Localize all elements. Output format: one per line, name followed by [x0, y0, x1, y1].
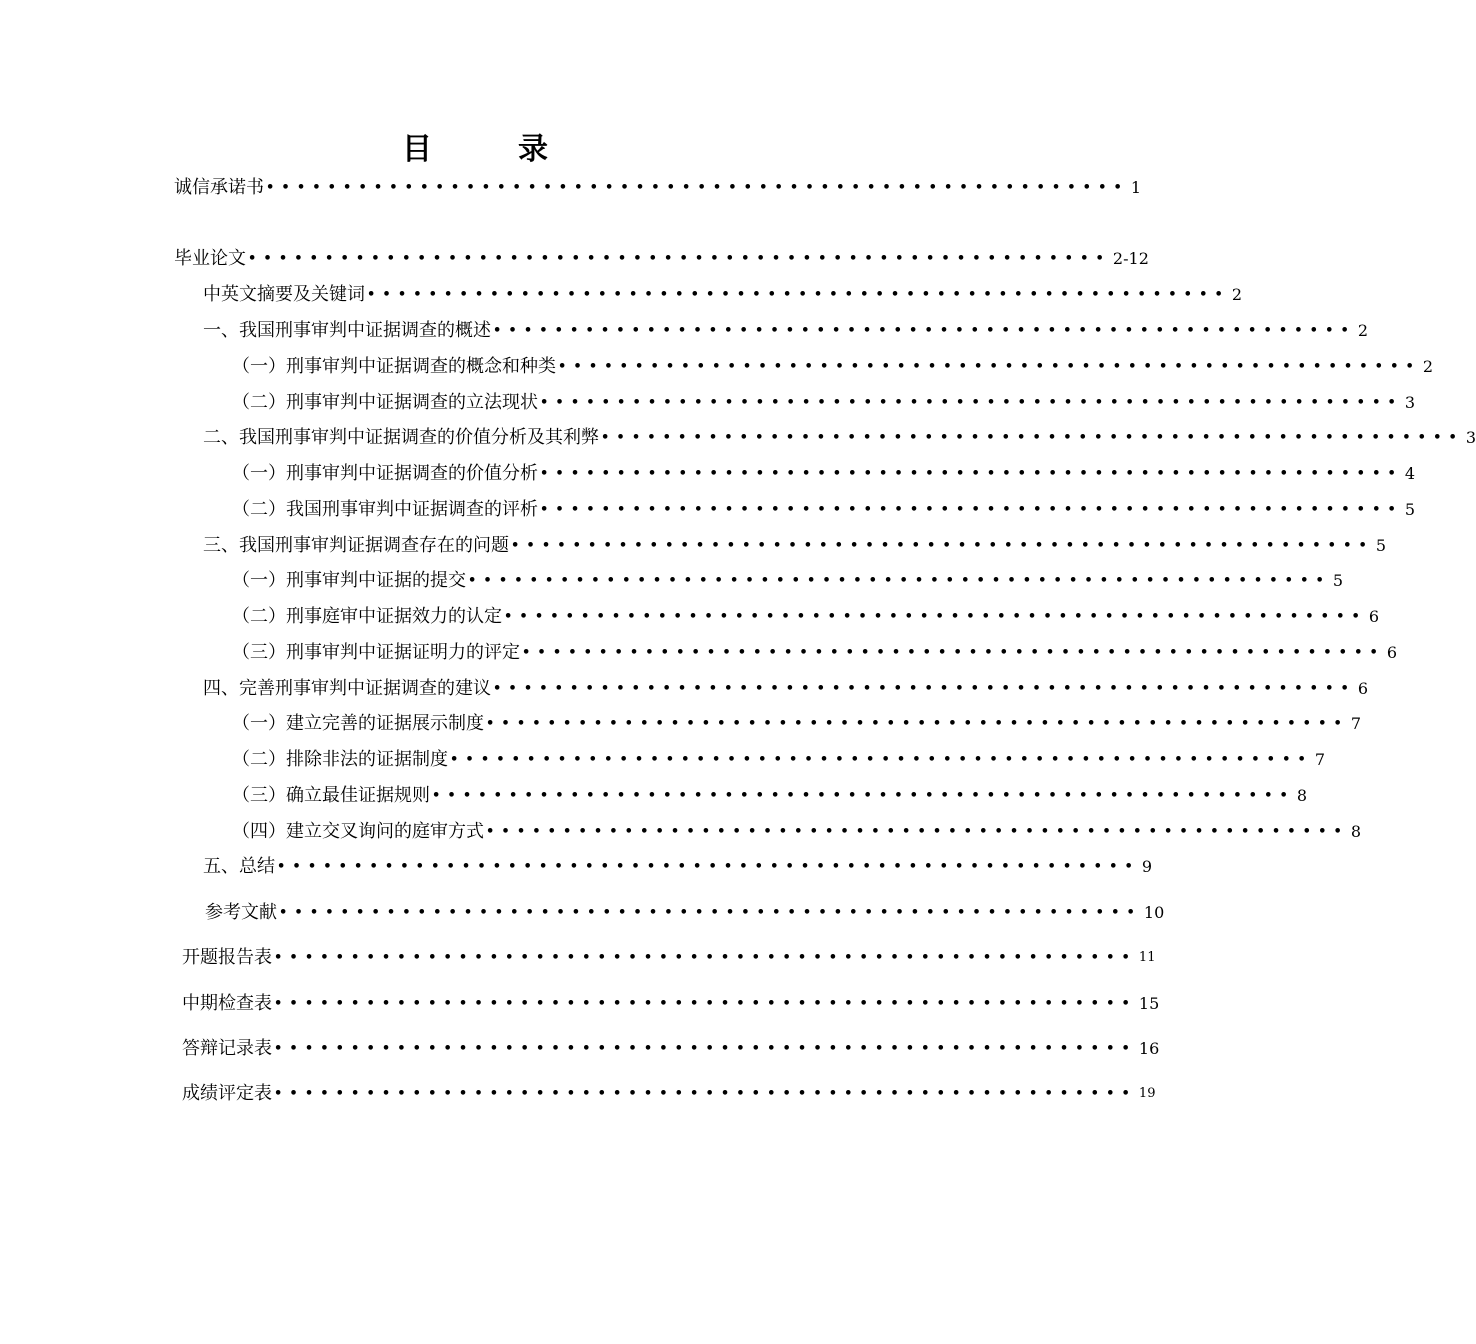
toc-entry-page: 19 — [1138, 1086, 1156, 1101]
toc-entry-label: （三）确立最佳证据规则 — [232, 785, 430, 806]
toc-entry[interactable] — [203, 317, 1369, 345]
toc-entry-page: 6 — [1368, 607, 1380, 626]
dot-leader: •••••••••••••••••••••••••••••••••••••••••••••••••••••••• — [432, 788, 1295, 803]
dot-leader: •••••••••••••••••••••••••••••••••••••••••••••••••••••••• — [274, 996, 1137, 1011]
toc-entry-label: （二）排除非法的证据制度 — [232, 749, 448, 770]
toc-entry-page: 6 — [1357, 679, 1369, 698]
dot-leader: •••••••••••••••••••••••••••••••••••••••••••••••••••••••• — [493, 681, 1356, 696]
dot-leader: •••••••••••••••••••••••••••••••••••••••••••••••••••••••• — [274, 1086, 1137, 1101]
toc-entry-label: 参考文献 — [205, 902, 277, 923]
toc-entry-page: 16 — [1138, 1039, 1160, 1058]
toc-entry-page: 5 — [1332, 571, 1344, 590]
toc-entry-label: 五、总结 — [203, 856, 275, 877]
dot-leader: •••••••••••••••••••••••••••••••••••••••••••••••••••••••• — [274, 1041, 1137, 1056]
toc-entry-label: （二）我国刑事审判中证据调查的评析 — [232, 499, 538, 520]
toc-entry-label: （二）刑事庭审中证据效力的认定 — [232, 606, 502, 627]
dot-leader: •••••••••••••••••••••••••••••••••••••••••••••••••••••••• — [248, 251, 1111, 266]
toc-entry-label: 毕业论文 — [174, 248, 246, 269]
toc-entry[interactable] — [232, 782, 1308, 810]
toc-entry-label: 二、我国刑事审判中证据调查的价值分析及其利弊 — [203, 427, 599, 448]
toc-entry-page: 8 — [1350, 822, 1362, 841]
toc-entry-page: 15 — [1138, 994, 1160, 1013]
toc-entry-label: 成绩评定表 — [182, 1083, 272, 1104]
toc-entry-page: 3 — [1465, 428, 1476, 447]
dot-leader: •••••••••••••••••••••••••••••••••••••••••••••••••••••••• — [601, 430, 1464, 445]
toc-entry-page: 1 — [1130, 178, 1142, 197]
dot-leader: •••••••••••••••••••••••••••••••••••••••••••••••••••••••• — [540, 466, 1403, 481]
dot-leader: •••••••••••••••••••••••••••••••••••••••••••••••••••••••• — [540, 502, 1403, 517]
toc-entry-label: （一）刑事审判中证据调查的概念和种类 — [232, 356, 556, 377]
dot-leader: •••••••••••••••••••••••••••••••••••••••••••••••••••••••• — [367, 287, 1230, 302]
toc-entry-page: 11 — [1138, 950, 1156, 965]
toc-entry-label: （四）建立交叉询问的庭审方式 — [232, 821, 484, 842]
toc-entry-page: 2 — [1422, 357, 1434, 376]
toc-entry[interactable] — [182, 944, 1156, 972]
toc-entry[interactable] — [203, 853, 1153, 881]
toc-entry-page: 7 — [1350, 714, 1362, 733]
toc-entry[interactable] — [232, 567, 1344, 595]
toc-entry[interactable] — [182, 1080, 1156, 1108]
toc-entry-label: 中期检查表 — [182, 993, 272, 1014]
toc-entry[interactable] — [203, 675, 1369, 703]
dot-leader: •••••••••••••••••••••••••••••••••••••••••••••••••••••••• — [486, 716, 1349, 731]
dot-leader: •••••••••••••••••••••••••••••••••••••••••••••••••••••••• — [504, 609, 1367, 624]
toc-entry-label: （一）建立完善的证据展示制度 — [232, 713, 484, 734]
toc-entry[interactable] — [232, 496, 1416, 524]
toc-entry[interactable] — [232, 603, 1380, 631]
toc-entry-label: （三）刑事审判中证据证明力的评定 — [232, 642, 520, 663]
toc-entry-page: 3 — [1404, 393, 1416, 412]
dot-leader: •••••••••••••••••••••••••••••••••••••••••••••••••••••••• — [277, 859, 1140, 874]
toc-entry-page: 5 — [1375, 536, 1387, 555]
dot-leader: •••••••••••••••••••••••••••••••••••••••••••••••••••••••• — [558, 359, 1421, 374]
toc-entry[interactable] — [203, 281, 1243, 309]
toc-entry[interactable] — [232, 639, 1398, 667]
toc-entry[interactable] — [205, 899, 1165, 927]
toc-entry-page: 2 — [1357, 321, 1369, 340]
toc-entry-page: 8 — [1296, 786, 1308, 805]
toc-title: 目 录 — [402, 132, 576, 167]
toc-entry-label: （一）刑事审判中证据的提交 — [232, 570, 466, 591]
dot-leader: •••••••••••••••••••••••••••••••••••••••••••••••••••••••• — [450, 752, 1313, 767]
toc-entry-page: 9 — [1141, 857, 1153, 876]
toc-entry[interactable] — [174, 174, 1142, 202]
toc-entry-label: 一、我国刑事审判中证据调查的概述 — [203, 320, 491, 341]
toc-entry-page: 10 — [1143, 903, 1165, 922]
toc-entry-label: 四、完善刑事审判中证据调查的建议 — [203, 678, 491, 699]
dot-leader: •••••••••••••••••••••••••••••••••••••••••••••••••••••••• — [468, 573, 1331, 588]
toc-entry[interactable] — [203, 424, 1476, 452]
toc-entry[interactable] — [203, 532, 1387, 560]
dot-leader: •••••••••••••••••••••••••••••••••••••••••••••••••••••••• — [279, 905, 1142, 920]
toc-entry[interactable] — [174, 245, 1149, 273]
dot-leader: •••••••••••••••••••••••••••••••••••••••••••••••••••••••• — [540, 395, 1403, 410]
toc-entry-page: 2 — [1231, 285, 1243, 304]
dot-leader: •••••••••••••••••••••••••••••••••••••••••••••••••••••••• — [266, 180, 1129, 195]
toc-entry-label: （一）刑事审判中证据调查的价值分析 — [232, 463, 538, 484]
toc-entry-page: 5 — [1404, 500, 1416, 519]
toc-entry[interactable] — [182, 990, 1160, 1018]
toc-entry-label: 诚信承诺书 — [174, 177, 264, 198]
toc-entry-label: （二）刑事审判中证据调查的立法现状 — [232, 392, 538, 413]
dot-leader: •••••••••••••••••••••••••••••••••••••••••••••••••••••••• — [486, 824, 1349, 839]
toc-entry-label: 三、我国刑事审判证据调查存在的问题 — [203, 535, 509, 556]
toc-entry-page: 2-12 — [1112, 249, 1149, 268]
dot-leader: •••••••••••••••••••••••••••••••••••••••••••••••••••••••• — [511, 538, 1374, 553]
toc-entry[interactable] — [232, 460, 1416, 488]
toc-entry[interactable] — [232, 389, 1416, 417]
dot-leader: •••••••••••••••••••••••••••••••••••••••••••••••••••••••• — [274, 950, 1137, 965]
toc-entry[interactable] — [232, 710, 1362, 738]
toc-entry[interactable] — [232, 818, 1362, 846]
toc-entry-label: 答辩记录表 — [182, 1038, 272, 1059]
toc-entry[interactable] — [232, 746, 1326, 774]
toc-entry[interactable] — [232, 353, 1434, 381]
toc-entry-page: 4 — [1404, 464, 1416, 483]
toc-entry-label: 开题报告表 — [182, 947, 272, 968]
toc-entry-label: 中英文摘要及关键词 — [203, 284, 365, 305]
toc-entry[interactable] — [182, 1035, 1160, 1063]
toc-entry-page: 7 — [1314, 750, 1326, 769]
dot-leader: •••••••••••••••••••••••••••••••••••••••••••••••••••••••• — [493, 323, 1356, 338]
toc-entry-page: 6 — [1386, 643, 1398, 662]
dot-leader: •••••••••••••••••••••••••••••••••••••••••••••••••••••••• — [522, 645, 1385, 660]
